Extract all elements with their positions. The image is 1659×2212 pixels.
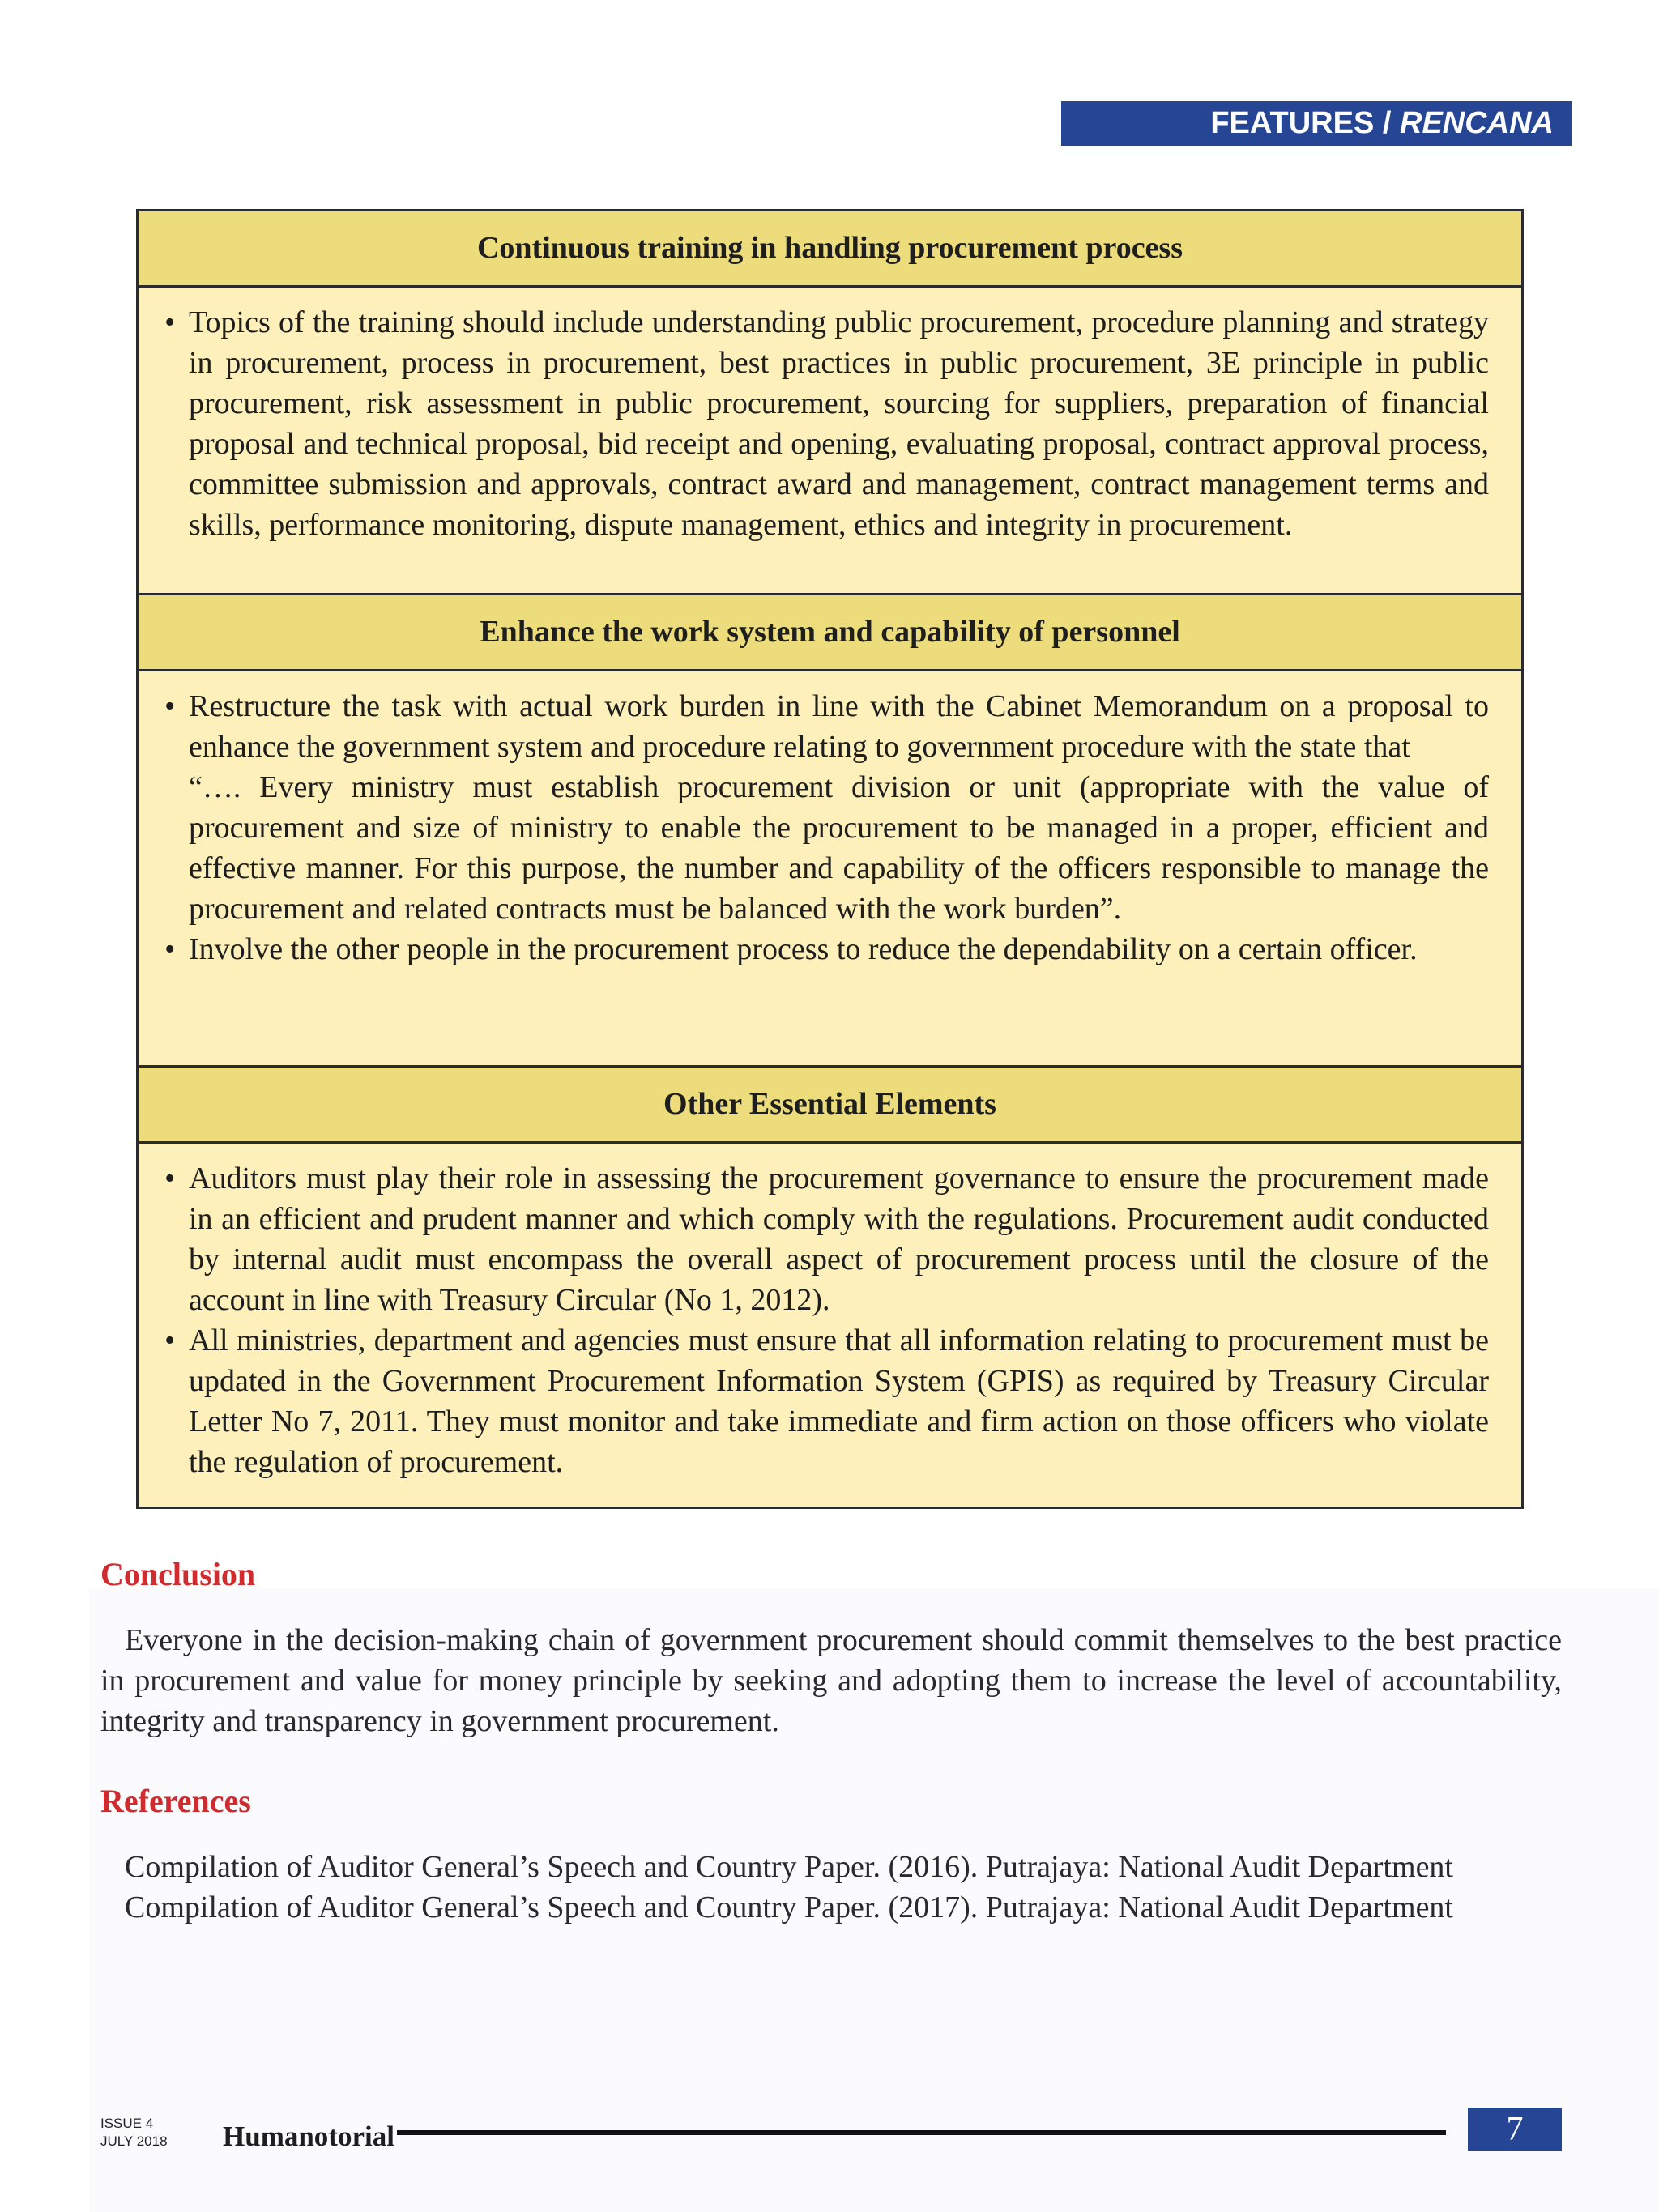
list-item: [164, 1158, 1489, 1320]
issue-number: ISSUE 4: [100, 2116, 154, 2131]
cabinet-memorandum-quote: “…. Every ministry must establish procurement division or unit (appropriate with the value of procurement and size of ministry to enable the procurement to be managed in a proper, efficient and effective manner. For this purpose, the number and capability of the officers responsible to manage the procurement and related contracts must be balanced with the work burden”.: [189, 770, 1489, 926]
section-label: FEATURES: [1210, 106, 1375, 140]
list-item-text: All ministries, department and agencies must ensure that all information relating to procurement must be updated in the Government Procurement Information System (GPIS) as required by Treasury Circular Letter No 7, 2011. They must monitor and take immediate and firm action on those officers who violate the regulation of procurement.: [189, 1323, 1489, 1479]
list-item: [164, 1320, 1489, 1482]
training-section-heading: Continuous training in handling procurement process: [139, 211, 1521, 288]
magazine-title: Humanotorial: [223, 2120, 394, 2152]
bullet-icon: •: [164, 932, 176, 966]
list-item-text: Involve the other people in the procurement process to reduce the dependability on a certain officer.: [189, 932, 1418, 966]
work-system-section-body: [139, 671, 1521, 1068]
list-item: [164, 686, 1489, 929]
bullet-icon: •: [164, 689, 176, 723]
footer-divider: [397, 2130, 1446, 2135]
bullet-icon: •: [164, 1323, 176, 1357]
list-item: [164, 302, 1489, 545]
references-list: [125, 1847, 1453, 1928]
list-item-text: Auditors must play their role in assessing the procurement governance to ensure the procurement made in an efficient and prudent manner and which comply with the regulations. Procurement audit conducted by internal audit must encompass the overall aspect of procurement process until the closure of the account in line with Treasury Circular (No 1, 2012).: [189, 1161, 1489, 1317]
reference-item: Compilation of Auditor General’s Speech and Country Paper. (2016). Putrajaya: National Audit Department: [125, 1850, 1453, 1884]
list-item-text: Topics of the training should include understanding public procurement, procedure planning and strategy in procurement, process in procurement, best practices in public procurement, 3E principle in public procurement, risk assessment in public procurement, sourcing for suppliers, preparation of financial proposal and technical proposal, bid receipt and opening, evaluating proposal, contract approval process, committee submission and approvals, contract award and management, contract management terms and skills, performance monitoring, dispute management, ethics and integrity in procurement.: [189, 305, 1489, 542]
section-translation-label: RENCANA: [1400, 106, 1554, 140]
reference-item: Compilation of Auditor General’s Speech and Country Paper. (2017). Putrajaya: National Audit Department: [125, 1890, 1453, 1924]
issue-info: [100, 2115, 168, 2150]
section-separator: /: [1374, 106, 1400, 140]
other-elements-section-heading: Other Essential Elements: [139, 1068, 1521, 1144]
training-section-body: [139, 288, 1521, 595]
list-item: [164, 929, 1489, 970]
other-elements-section-body: [139, 1144, 1521, 1507]
references-heading: References: [100, 1783, 251, 1819]
conclusion-paragraph: Everyone in the decision-making chain of government procurement should commit themselves to the best practice in procurement and value for money principle by seeking and adopting them to increase the level of accountability, integrity and transparency in government procurement.: [100, 1623, 1562, 1738]
section-header-bar: [1061, 101, 1572, 146]
page-number: 7: [1468, 2108, 1562, 2151]
recommendations-table: [136, 209, 1524, 1509]
list-item-text: Restructure the task with actual work burden in line with the Cabinet Memorandum on a proposal to enhance the government system and procedure relating to government procedure with the state that: [189, 689, 1489, 764]
work-system-section-heading: Enhance the work system and capability of personnel: [139, 595, 1521, 671]
issue-date: JULY 2018: [100, 2133, 168, 2149]
bullet-icon: •: [164, 305, 176, 339]
conclusion-heading: Conclusion: [100, 1556, 256, 1592]
bullet-icon: •: [164, 1161, 176, 1196]
